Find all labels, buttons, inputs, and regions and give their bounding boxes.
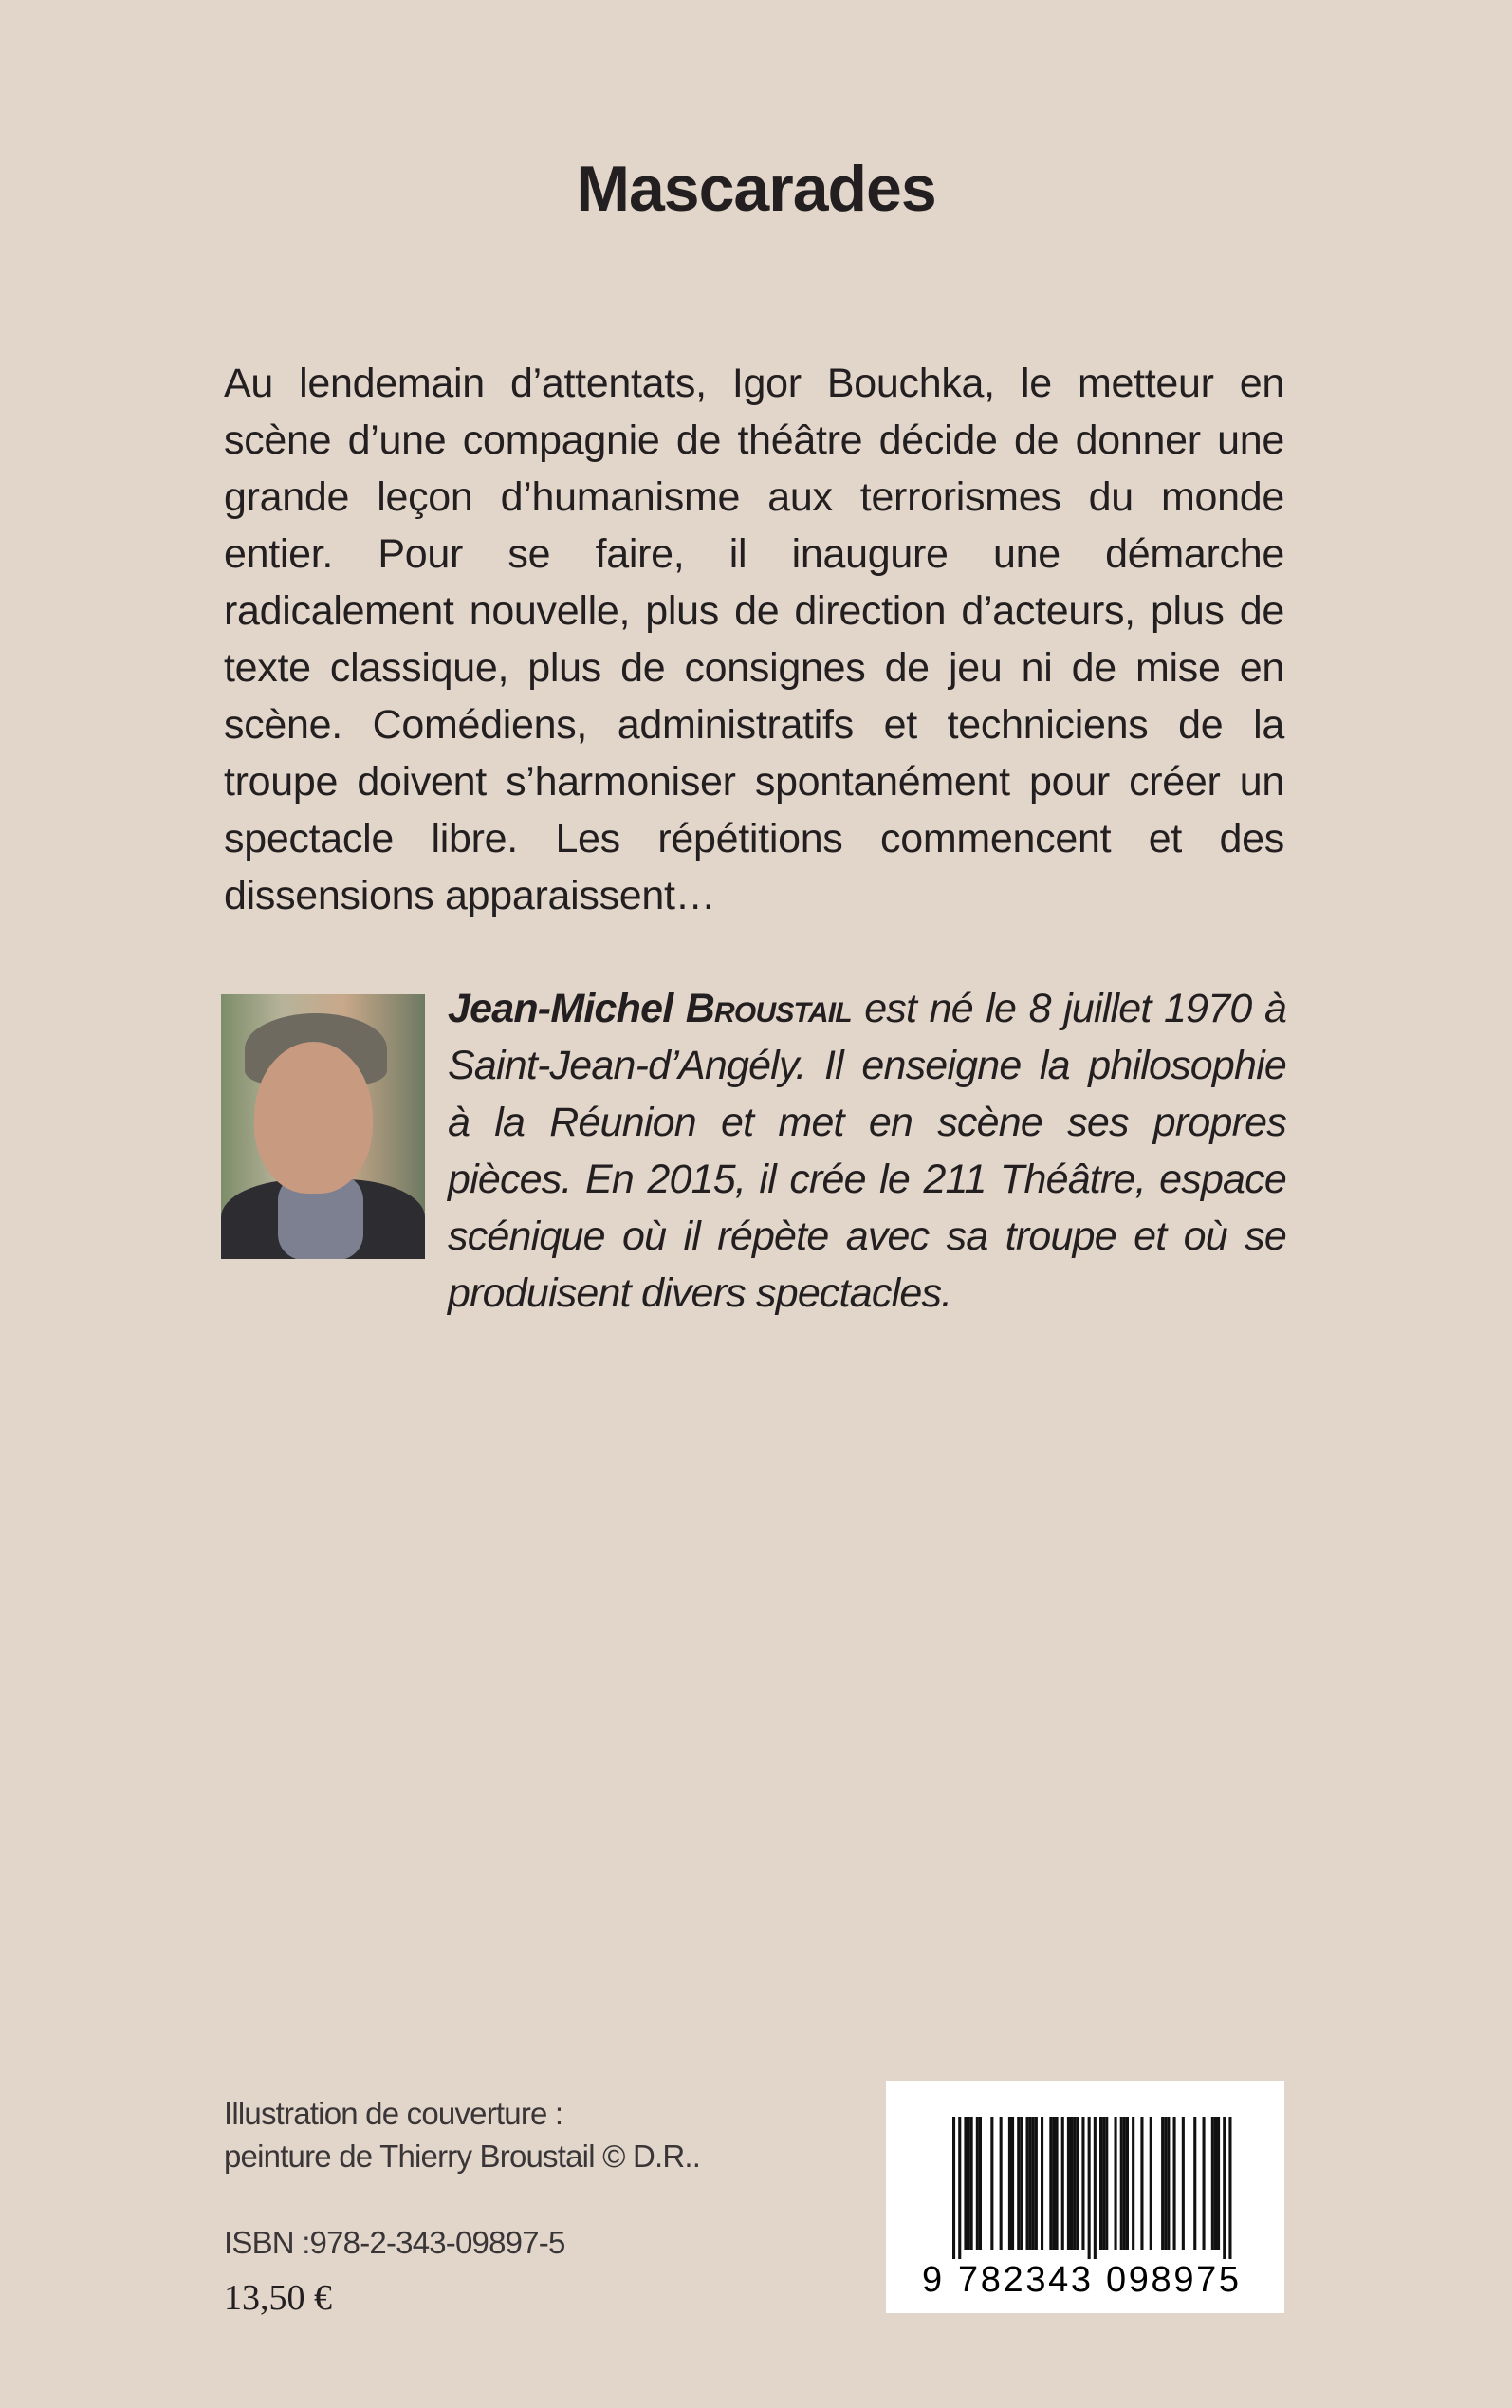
author-last-name: Broustail [685,986,852,1031]
barcode-bar [1193,2117,1196,2250]
barcode-bar [1126,2117,1129,2250]
barcode-bar [1214,2117,1217,2250]
barcode-bar [1094,2117,1097,2259]
author-bio [448,980,1286,1322]
barcode-bar [1088,2117,1091,2259]
isbn: ISBN :978-2-343-09897-5 [224,2225,565,2260]
barcode-bar [1164,2117,1167,2250]
barcode-bar [990,2117,993,2250]
barcode-bar [1020,2117,1023,2250]
barcode-bar [1032,2117,1035,2250]
barcode-bar [1081,2117,1084,2250]
barcode-bar [1123,2117,1126,2250]
barcode-bar [1161,2117,1164,2250]
barcode-bar [1217,2117,1220,2250]
author-first-name: Jean-Michel [448,986,673,1031]
barcode-bar [1120,2117,1123,2250]
barcode-bar [1008,2117,1011,2250]
barcode-bar [958,2117,961,2259]
barcode-bar [1073,2117,1076,2250]
barcode-bar [1173,2117,1176,2250]
barcode-bar [1041,2117,1043,2250]
credits-line-2: peinture de Thierry Broustail © D.R.. [224,2139,701,2174]
barcode-bar [1056,2117,1059,2250]
barcode-bar [1029,2117,1032,2250]
price: 13,50 € [224,2278,332,2318]
barcode-bar [1140,2117,1143,2250]
barcode-bar [1017,2117,1020,2250]
barcode-bar [1076,2117,1079,2250]
cover-credits [224,2092,700,2177]
barcode [886,2081,1284,2313]
barcode-bars [886,2081,1284,2313]
barcode-bar [1049,2117,1052,2250]
credits-line-1: Illustration de couverture : [224,2096,563,2131]
barcode-bar [970,2117,973,2250]
barcode-bar [1035,2117,1038,2250]
barcode-bar [1223,2117,1226,2259]
barcode-bar [1052,2117,1055,2250]
book-title: Mascarades [576,153,936,225]
barcode-bar [1102,2117,1105,2250]
barcode-bar [1203,2117,1206,2250]
barcode-bar [1150,2117,1152,2250]
barcode-bar [1211,2117,1214,2250]
barcode-bar [952,2117,955,2259]
barcode-bar [1228,2117,1231,2259]
barcode-first-digit: 9 [922,2260,943,2300]
barcode-bar [1182,2117,1185,2250]
barcode-bar [1132,2117,1134,2250]
barcode-bar [1011,2117,1014,2250]
barcode-bar [979,2117,982,2250]
barcode-bar [1167,2117,1170,2250]
barcode-bar [1000,2117,1003,2250]
barcode-bar [1026,2117,1029,2250]
barcode-bar [976,2117,979,2250]
barcode-right-digits: 098975 [1106,2260,1239,2300]
barcode-left-digits: 782343 [958,2260,1091,2300]
barcode-bar [1115,2117,1117,2250]
barcode-bar [968,2117,970,2250]
barcode-bar [1105,2117,1108,2250]
author-photo [221,994,425,1259]
author-bio-text: est né le 8 juillet 1970 à Saint-Jean-d’Angély. Il enseigne la philosophie à la Réunion et met en scène ses propres pièces. En 2015, il crée le 211 Théâtre, espace scénique où il répète avec sa troupe et où se produisent divers spectacles. [448,986,1286,1316]
barcode-bar [964,2117,967,2250]
barcode-bar [1067,2117,1070,2250]
barcode-bar [1061,2117,1064,2250]
barcode-bar [1099,2117,1102,2250]
barcode-bar [1070,2117,1073,2250]
book-summary: Au lendemain d’attentats, Igor Bouchka, le metteur en scène d’une compagnie de théâtre décide de donner une grande leçon d’humanisme aux terrorismes du monde entier. Pour se faire, il inaugure une démarche radicalement nouvelle, plus de direction d’acteurs, plus de texte classique, plus de consignes de jeu ni de mise en scène. Comédiens, administratifs et techniciens de la troupe doivent s’harmoniser spontanément pour créer un spectacle libre. Les répétitions commencent et des dissensions apparaissent… [224,361,1284,918]
